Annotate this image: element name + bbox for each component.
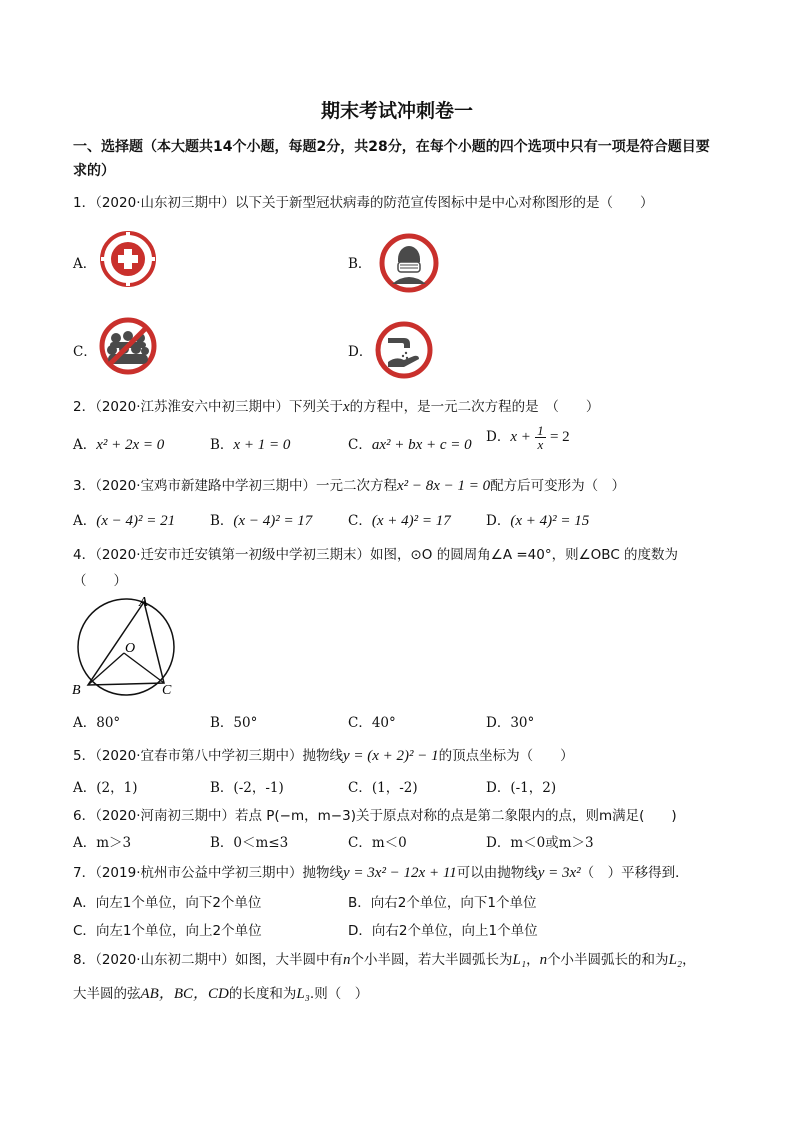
q5-d-label: D．	[486, 780, 511, 796]
q6-b-label: B．	[210, 835, 234, 851]
medical-cross-icon	[99, 230, 157, 288]
q1-option-c-label: C．	[73, 344, 97, 360]
q7-a-label: A．	[73, 895, 96, 911]
q4-option-a	[73, 711, 120, 731]
q6-option-a	[73, 831, 131, 851]
point-b-label: B	[72, 683, 81, 698]
q2-b-label: B．	[210, 437, 234, 453]
q2-c-text: ax² + bx + c = 0	[371, 437, 472, 453]
q2-variable: x	[343, 399, 350, 415]
q1-option-a-label: A．	[73, 256, 97, 272]
q6-option-b	[210, 831, 288, 851]
q7-option-a	[73, 891, 261, 911]
q5-a-label: A．	[73, 780, 97, 796]
q8-text-2: 个小半圆，若大半圆弧长为	[350, 952, 513, 968]
q3-d-label: D．	[486, 513, 511, 529]
q8-var-l3: L₃	[296, 986, 310, 1002]
q7-a-text: 向左1个单位，向下2个单位	[95, 895, 262, 911]
q7-c-label: C．	[73, 923, 96, 939]
q5-option-a	[73, 776, 137, 796]
q2-option-a	[73, 433, 164, 454]
q6-a-label: A．	[73, 835, 97, 851]
q6-option-c	[348, 831, 407, 851]
q7-d-label: D．	[348, 923, 372, 939]
q7-d-text: 向右2个单位，向上1个单位	[371, 923, 538, 939]
q5-option-d	[486, 776, 556, 796]
q2-a-text: x² + 2x = 0	[96, 437, 165, 453]
question-5-stem	[73, 744, 574, 765]
question-8-line-2	[73, 982, 368, 1003]
q4-option-b	[210, 711, 257, 731]
question-6-stem: 6．（2020·河南初三期中）若点 P(−m，m−3)关于原点对称的点是第二象限内的点，则m满足( )	[73, 808, 677, 824]
q7-option-b	[348, 891, 536, 911]
q3-option-c	[348, 509, 451, 530]
q8-text-1: 8．（2020·山东初二期中）如图，大半圆中有	[73, 952, 343, 968]
q7-equation-1: y = 3x² − 12x + 11	[343, 865, 457, 881]
question-3-stem	[73, 474, 625, 495]
q5-stem-start: 5．（2020·宜春市第八中学初三期中）抛物线	[73, 748, 343, 764]
q2-stem-start: 2．（2020·江苏淮安六中初三期中）下列关于	[73, 399, 343, 415]
q7-c-text: 向左1个单位，向上2个单位	[95, 923, 262, 939]
q2-b-text: x + 1 = 0	[233, 437, 291, 453]
q4-d-text: 30°	[510, 715, 535, 731]
q7-stem-mid: 可以由抛物线	[456, 865, 538, 881]
q7-stem-end: （ ）平移得到．	[580, 865, 689, 881]
q2-option-d	[486, 424, 570, 451]
q4-option-d	[486, 711, 534, 731]
q5-option-b	[210, 776, 284, 796]
q4-d-label: D．	[486, 715, 511, 731]
hand-washing-icon	[374, 320, 434, 380]
point-o-label: O	[125, 641, 136, 656]
q4-option-c	[348, 711, 396, 731]
q8-var-n-2: n	[539, 952, 548, 968]
q5-option-c	[348, 776, 418, 796]
q6-option-d	[486, 831, 594, 851]
q3-stem-end: 配方后可变形为（ ）	[490, 478, 626, 494]
point-c-label: C	[162, 683, 172, 698]
point-a-label: A	[139, 595, 148, 610]
q4-b-label: B．	[210, 715, 234, 731]
question-8-line-1	[73, 948, 696, 969]
q7-option-d	[348, 919, 538, 939]
q3-c-label: C．	[348, 513, 372, 529]
q2-option-c	[348, 433, 472, 454]
q6-c-text: m＜0	[371, 835, 407, 851]
section-heading: 一、选择题（本大题共14个小题，每题2分，共28分，在每个小题的四个选项中只有一项是符合题目要求的）	[73, 139, 710, 179]
q7-stem-start: 7．（2019·杭州市公益中学初三期中）抛物线	[73, 865, 343, 881]
q3-equation: x² − 8x − 1 = 0	[397, 478, 491, 494]
circle-triangle-diagram	[66, 590, 186, 700]
q3-c-text: (x + 4)² = 17	[371, 513, 451, 529]
q6-c-label: C．	[348, 835, 372, 851]
q8-var-l1: L₁	[512, 952, 527, 968]
q5-b-label: B．	[210, 780, 234, 796]
q1-option-d-label: D．	[348, 344, 373, 360]
q1-option-b-label: B．	[348, 256, 372, 272]
q8-text-7: 的长度和为	[228, 986, 297, 1002]
q2-d-equals: = 2	[549, 429, 570, 445]
q5-equation: y = (x + 2)² − 1	[343, 748, 439, 764]
q8-text-8: .则（ ）	[309, 986, 369, 1002]
q2-d-denominator: x	[537, 437, 544, 452]
q8-var-n: n	[343, 952, 351, 968]
q2-a-label: A．	[73, 437, 97, 453]
q5-stem-end: 的顶点坐标为（ ）	[438, 748, 574, 764]
question-2-stem	[73, 395, 599, 416]
q5-d-text: (-1，2)	[510, 780, 557, 796]
q3-b-label: B．	[210, 513, 234, 529]
q7-option-c	[73, 919, 262, 939]
q6-d-label: D．	[486, 835, 511, 851]
q6-d-text: m＜0或m＞3	[510, 835, 594, 851]
q6-b-text: 0＜m≤3	[233, 835, 289, 851]
q3-option-d	[486, 509, 589, 530]
q5-b-text: (-2，-1)	[233, 780, 284, 796]
q7-b-text: 向右2个单位，向下1个单位	[370, 895, 537, 911]
q2-d-fraction	[535, 424, 546, 451]
q8-var-l2: L₂	[668, 952, 683, 968]
q8-text-3: ，	[526, 952, 540, 968]
no-gathering-icon	[98, 316, 158, 376]
face-mask-person-icon	[378, 232, 440, 294]
q8-text-4: 个小半圆弧长的和为	[547, 952, 669, 968]
q4-a-label: A．	[73, 715, 97, 731]
q2-c-label: C．	[348, 437, 372, 453]
q3-d-text: (x + 4)² = 15	[510, 513, 590, 529]
q3-a-label: A．	[73, 513, 97, 529]
q5-c-text: (1，-2)	[371, 780, 418, 796]
q7-equation-2: y = 3x²	[537, 865, 581, 881]
question-7-stem	[73, 861, 689, 882]
q5-a-text: (2，1)	[96, 780, 138, 796]
question-1-stem: 1．（2020·山东初三期中）以下关于新型冠状病毒的防范宣传图标中是中心对称图形的是（ ）	[73, 195, 654, 211]
question-4-stem-cont: （ ）	[73, 573, 127, 589]
q3-a-text: (x − 4)² = 21	[96, 513, 176, 529]
q2-d-numerator: 1	[537, 423, 544, 438]
q4-c-text: 40°	[371, 715, 396, 731]
q2-stem-end: 的方程中，是一元二次方程的是 （ ）	[349, 399, 600, 415]
q8-chords: AB，BC，CD	[140, 986, 229, 1002]
q3-b-text: (x − 4)² = 17	[233, 513, 313, 529]
q8-text-6: 大半圆的弦	[73, 986, 141, 1002]
q4-c-label: C．	[348, 715, 372, 731]
q6-a-text: m＞3	[96, 835, 132, 851]
q8-text-5: ，	[682, 952, 696, 968]
q2-option-b	[210, 433, 290, 454]
q4-b-text: 50°	[233, 715, 258, 731]
q5-c-label: C．	[348, 780, 372, 796]
q2-d-prefix: x +	[510, 429, 531, 445]
q3-option-a	[73, 509, 175, 530]
q3-option-b	[210, 509, 312, 530]
q4-a-text: 80°	[96, 715, 121, 731]
q7-b-label: B．	[348, 895, 371, 911]
page-title: 期末考试冲刺卷一	[320, 100, 473, 122]
q3-stem-start: 3．（2020·宝鸡市新建路中学初三期中）一元二次方程	[73, 478, 397, 494]
question-4-stem: 4．（2020·迁安市迁安镇第一初级中学初三期末）如图，⊙O 的圆周角∠A =40°，则∠OBC 的度数为	[73, 547, 679, 563]
q2-d-label: D．	[486, 429, 511, 445]
